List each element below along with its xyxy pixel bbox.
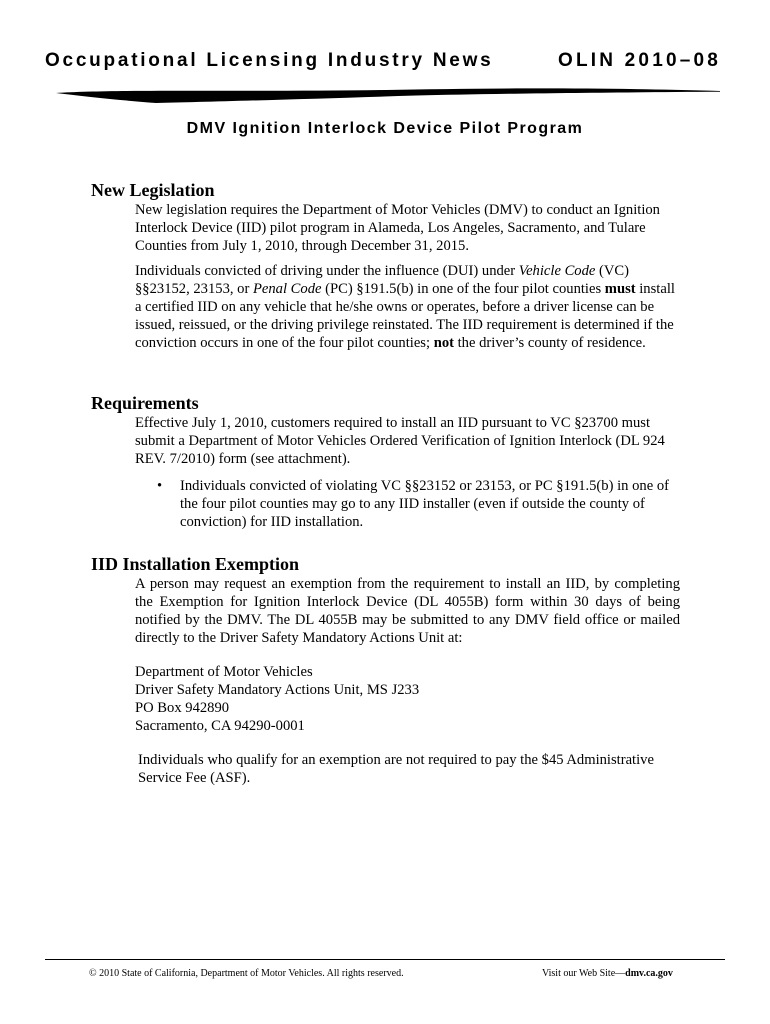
address-line: Driver Safety Mandatory Actions Unit, MS J233	[135, 682, 420, 698]
newsletter-code: OLIN 2010–08	[558, 50, 722, 71]
newsletter-title: Occupational Licensing Industry News	[45, 50, 494, 71]
address-line: Sacramento, CA 94290-0001	[135, 718, 305, 734]
bullet-point: •	[157, 478, 163, 494]
exemption-fee-paragraph: Individuals who qualify for an exemption are not required to pay the $45 Administrative Service Fee (ASF).	[138, 752, 654, 786]
requirements-paragraph: Effective July 1, 2010, customers required to install an IID pursuant to VC §23700 must submit a Department of Motor Vehicles Ordered Verification of Ignition Interlock (DL 924 REV. 7/2010) form (see attachment).	[135, 415, 665, 467]
heading-iid-installation-exemption: IID Installation Exemption	[91, 554, 300, 574]
new-legislation-paragraph-2: Individuals convicted of driving under the influence (DUI) under Vehicle Code (VC) §§23152, 23153, or Penal Code (PC) §191.5(b) in one of the four pilot counties must install a certified IID on any vehicle that he/she owns or operates, before a driver license can be issued, reissued, or the driving privilege reinstated. The IID requirement is determined if the conviction occurs in one of the four pilot counties; not the driver’s county of residence.	[135, 263, 675, 351]
requirements-bullet-text: Individuals convicted of violating VC §§23152 or 23153, or PC §191.5(b) in one of the four pilot counties may go to any IID installer (even if outside the county of conviction) for IID installation.	[180, 478, 669, 530]
header-swoosh-divider	[56, 82, 720, 104]
new-legislation-paragraph-1: New legislation requires the Department of Motor Vehicles (DMV) to conduct an Ignition Interlock Device (IID) pilot program in Alameda, Los Angeles, Sacramento, and Tulare Counties from July 1, 2010, through December 31, 2015.	[135, 202, 660, 254]
footer-website: Visit our Web Site—dmv.ca.gov	[542, 968, 673, 979]
address-line: Department of Motor Vehicles	[135, 664, 313, 680]
heading-new-legislation: New Legislation	[91, 180, 215, 200]
address-line: PO Box 942890	[135, 700, 230, 716]
footer-divider	[45, 959, 725, 960]
heading-requirements: Requirements	[91, 393, 199, 413]
exemption-paragraph: A person may request an exemption from the requirement to install an IID, by completing the Exemption for Ignition Interlock Device (DL 4055B) form within 30 days of being notified by the DMV. The DL 4055B may be submitted to any DMV field office or mailed directly to the Driver Safety Mandatory Actions Unit at:	[135, 576, 680, 646]
article-title: DMV Ignition Interlock Device Pilot Program	[186, 120, 584, 137]
website-link[interactable]: dmv.ca.gov	[625, 968, 673, 979]
footer-copyright: © 2010 State of California, Department of Motor Vehicles. All rights reserved.	[89, 968, 404, 979]
